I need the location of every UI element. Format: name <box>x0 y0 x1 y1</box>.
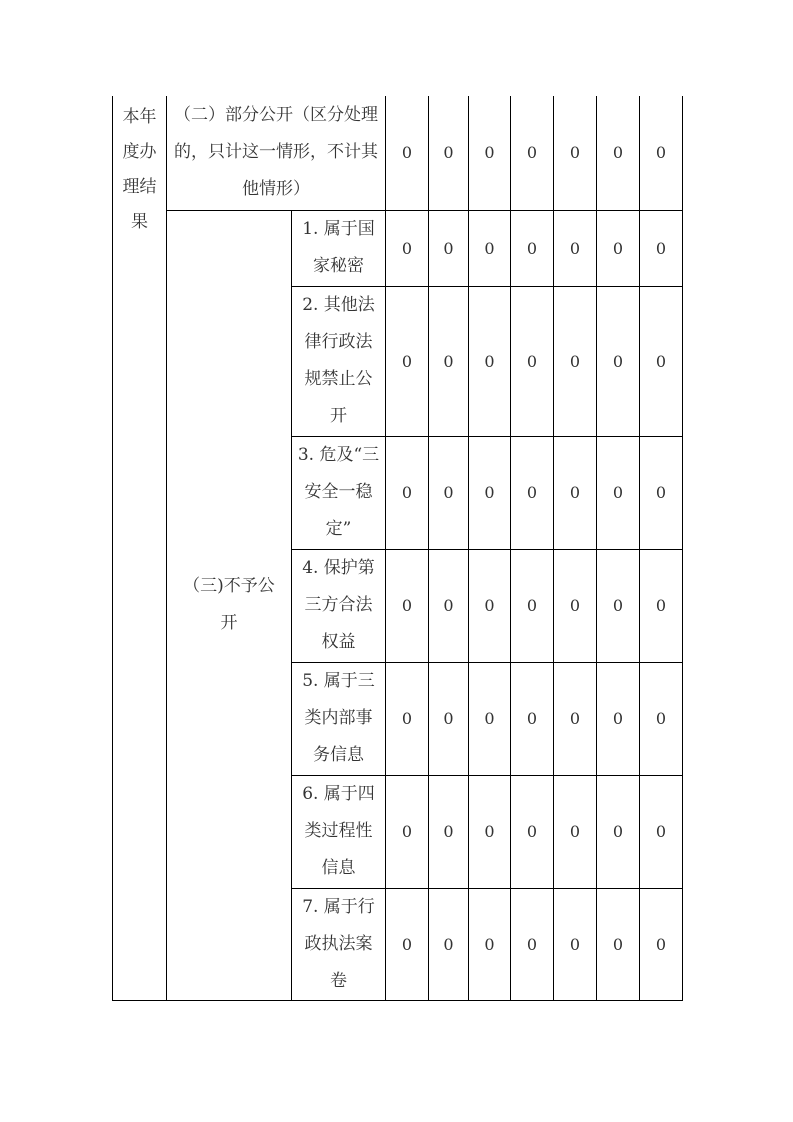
value-cell: 0 <box>640 96 683 210</box>
value-cell: 0 <box>511 662 554 775</box>
value-cell: 0 <box>469 96 511 210</box>
value-cell: 0 <box>386 96 429 210</box>
value-cell: 0 <box>597 662 640 775</box>
value-cell: 0 <box>429 549 469 662</box>
sub-reason-label: 3. 危及“三安全一稳定” <box>292 436 386 549</box>
value-cell: 0 <box>640 662 683 775</box>
value-cell: 0 <box>386 888 429 1000</box>
value-cell: 0 <box>597 96 640 210</box>
value-cell: 0 <box>386 662 429 775</box>
value-cell: 0 <box>511 436 554 549</box>
value-cell: 0 <box>554 210 597 286</box>
value-cell: 0 <box>386 210 429 286</box>
value-cell: 0 <box>597 775 640 888</box>
value-cell: 0 <box>597 210 640 286</box>
value-cell: 0 <box>429 662 469 775</box>
value-cell: 0 <box>640 888 683 1000</box>
sub-reason-label: 1. 属于国家秘密 <box>292 210 386 286</box>
value-cell: 0 <box>554 775 597 888</box>
value-cell: 0 <box>429 210 469 286</box>
value-cell: 0 <box>554 888 597 1000</box>
disclosure-results-table <box>112 96 683 1001</box>
value-cell: 0 <box>597 286 640 436</box>
deny-disclosure-label: （三)不予公开 <box>167 210 292 1000</box>
value-cell: 0 <box>469 286 511 436</box>
value-cell: 0 <box>511 96 554 210</box>
value-cell: 0 <box>511 775 554 888</box>
value-cell: 0 <box>554 286 597 436</box>
value-cell: 0 <box>469 210 511 286</box>
value-cell: 0 <box>597 549 640 662</box>
value-cell: 0 <box>469 775 511 888</box>
value-cell: 0 <box>640 549 683 662</box>
value-cell: 0 <box>554 96 597 210</box>
value-cell: 0 <box>386 549 429 662</box>
value-cell: 0 <box>429 888 469 1000</box>
value-cell: 0 <box>469 436 511 549</box>
value-cell: 0 <box>554 662 597 775</box>
table-row <box>113 96 683 210</box>
row-header-label: 本年度办理结果 <box>122 107 157 232</box>
value-cell: 0 <box>554 549 597 662</box>
sub-reason-label: 7. 属于行政执法案卷 <box>292 888 386 1000</box>
value-cell: 0 <box>640 436 683 549</box>
value-cell: 0 <box>640 286 683 436</box>
value-cell: 0 <box>511 888 554 1000</box>
row-header-annual-result <box>113 96 167 1000</box>
value-cell: 0 <box>640 210 683 286</box>
sub-reason-label: 2. 其他法律行政法规禁止公开 <box>292 286 386 436</box>
value-cell: 0 <box>554 436 597 549</box>
value-cell: 0 <box>429 775 469 888</box>
sub-reason-label: 4. 保护第三方合法权益 <box>292 549 386 662</box>
sub-reason-label: 6. 属于四类过程性信息 <box>292 775 386 888</box>
value-cell: 0 <box>597 436 640 549</box>
value-cell: 0 <box>640 775 683 888</box>
value-cell: 0 <box>511 210 554 286</box>
sub-reason-label: 5. 属于三类内部事务信息 <box>292 662 386 775</box>
value-cell: 0 <box>469 662 511 775</box>
value-cell: 0 <box>429 436 469 549</box>
value-cell: 0 <box>386 775 429 888</box>
value-cell: 0 <box>511 549 554 662</box>
value-cell: 0 <box>469 888 511 1000</box>
value-cell: 0 <box>429 286 469 436</box>
value-cell: 0 <box>597 888 640 1000</box>
value-cell: 0 <box>469 549 511 662</box>
value-cell: 0 <box>386 286 429 436</box>
table-row <box>113 210 683 286</box>
value-cell: 0 <box>511 286 554 436</box>
value-cell: 0 <box>386 436 429 549</box>
partial-disclosure-label: （二）部分公开（区分处理的，只计这一情形，不计其他情形） <box>167 96 386 210</box>
value-cell: 0 <box>429 96 469 210</box>
